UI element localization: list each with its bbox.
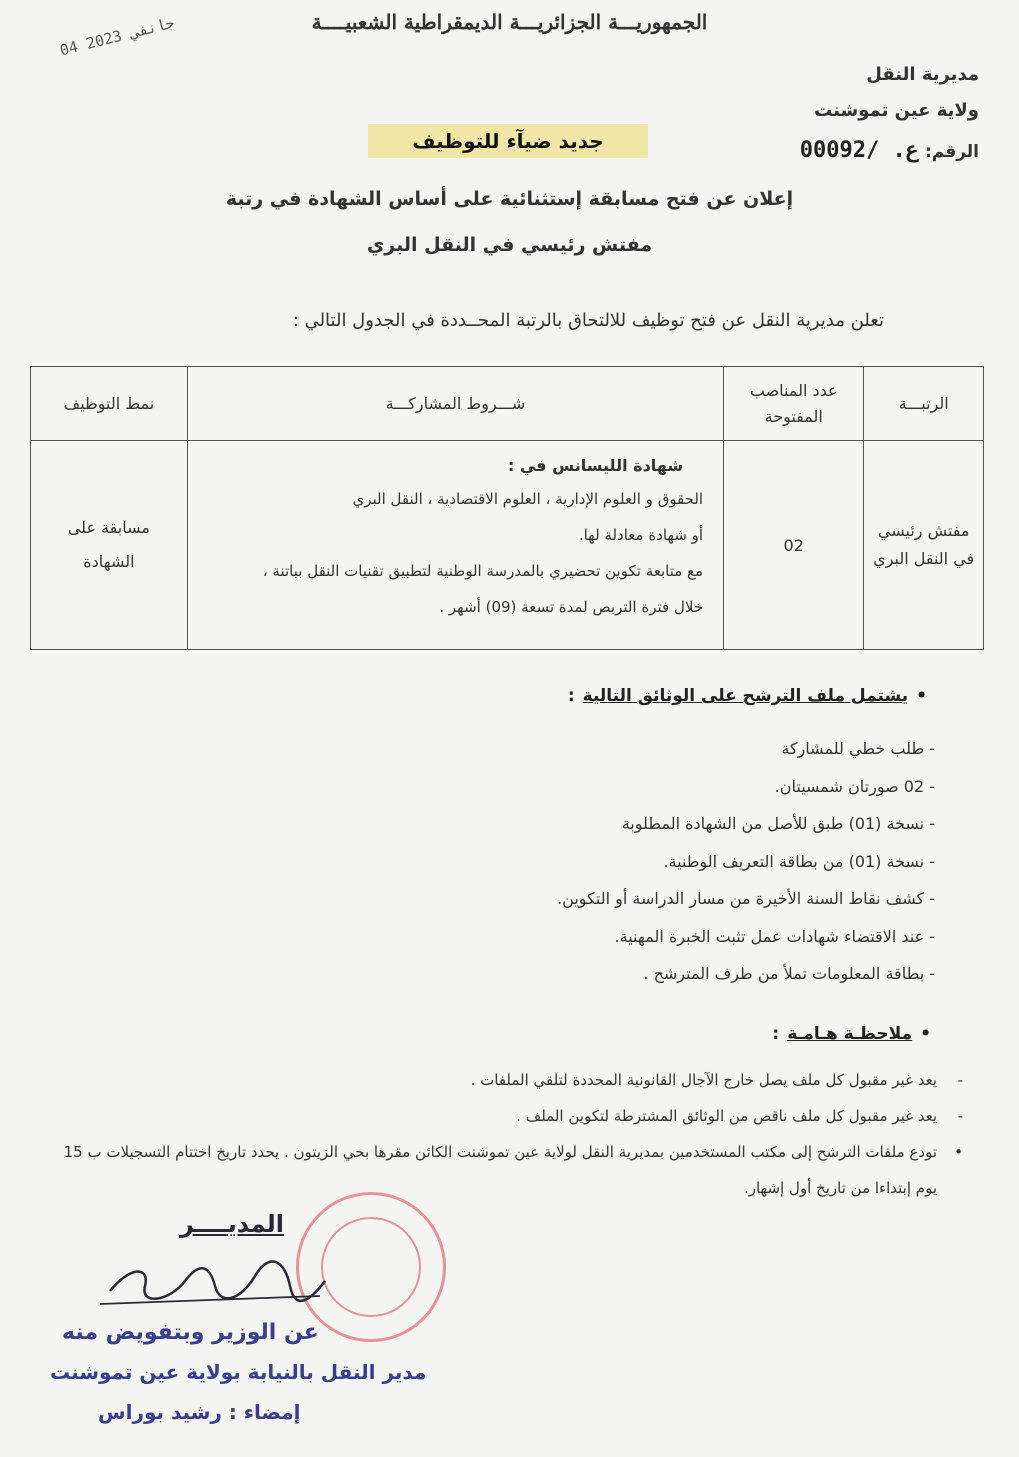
cond-head: شهادة الليسانس في :	[507, 456, 684, 475]
note-text: تودع ملفات الترشح إلى مكتب المستخدمين بمديرية النقل لولاية عين تموشنت الكائن مقرها بحي الزيتون . يحدد تاريخ اختتام التسجيلات ب 15 يوم إبتداءا من تاريخ أول إشهار.	[63, 1143, 937, 1197]
mode-line1: مسابقة على	[67, 518, 150, 537]
header-posts-line1: عدد المناصب	[749, 380, 838, 400]
documents-heading-text: يشتمل ملف الترشح على الوثائق التالية	[582, 686, 909, 706]
header-posts	[724, 367, 864, 441]
documents-heading-colon: :	[567, 686, 575, 706]
reference-number: 00092/ .ع	[799, 138, 919, 163]
rank-line1: مفتش رئيسي	[877, 521, 970, 540]
signature-line3: إمضاء : رشيد بوراس	[98, 1400, 301, 1424]
list-item	[63, 1134, 963, 1206]
list-item: - عند الاقتضاء شهادات عمل تثبت الخبرة المهنية.	[614, 926, 935, 946]
list-item: - طلب خطي للمشاركة	[781, 739, 935, 758]
list-item	[63, 1062, 963, 1098]
cell-conditions	[187, 441, 723, 650]
handwritten-date: 04 جانفي 2023	[58, 13, 177, 60]
header-posts-line2: المفتوحة	[764, 406, 823, 426]
notes-heading-text: ملاحظـة هـامـة	[787, 1024, 913, 1044]
cond-line: أو شهادة معادلة لها.	[578, 526, 704, 544]
handwritten-signature	[90, 1246, 340, 1316]
header-mode: نمط التوظيف	[31, 367, 188, 441]
note-text: يعد غير مقبول كل ملف ناقص من الوثائق المشترطة لتكوين الملف .	[516, 1107, 937, 1125]
announcement-subtitle: مفتش رئيسي في النقل البري	[366, 234, 653, 256]
list-marker: •	[954, 1143, 963, 1161]
reference-row	[800, 138, 979, 163]
intro-paragraph: تعلن مديرية النقل عن فتح توظيف للالتحاق بالرتبة المحــددة في الجدول التالي :	[292, 310, 884, 331]
bullet-icon: •	[916, 686, 927, 706]
announcement-title: إعلان عن فتح مسابقة إستثنائية على أساس الشهادة في رتبة	[225, 188, 794, 210]
cond-line: خلال فترة التربص لمدة تسعة (09) أشهر .	[439, 598, 704, 616]
signature-line1: عن الوزير وبتفويض منه	[62, 1320, 319, 1345]
list-item: - بطاقة المعلومات تملأ من طرف المترشح .	[643, 964, 935, 983]
director-title: المديــــر	[180, 1210, 284, 1238]
notes-heading-colon: :	[772, 1024, 780, 1044]
list-item: - نسخة (01) طبق للأصل من الشهادة المطلوبة	[621, 814, 935, 833]
cond-line: الحقوق و العلوم الإدارية ، العلوم الاقتصادية ، النقل البري	[352, 490, 704, 508]
cell-mode	[31, 441, 188, 650]
rank-line2: في النقل البري	[873, 549, 975, 568]
documents-heading	[568, 686, 927, 706]
table-header-row	[31, 367, 984, 441]
cell-posts: 02	[724, 441, 864, 650]
list-item: - كشف نقاط السنة الأخيرة من مسار الدراسة أو التكوين.	[557, 889, 935, 908]
cond-line: مع متابعة تكوين تحضيري بالمدرسة الوطنية لتطبيق تقنيات النقل بباتنة ،	[262, 562, 704, 580]
list-marker: -	[957, 1107, 963, 1125]
reference-label: الرقم:	[924, 142, 979, 162]
notes-heading	[772, 1024, 931, 1044]
watermark-banner: جديد ضيآء للتوظيف	[368, 124, 648, 158]
list-item	[63, 1098, 963, 1134]
cell-rank	[864, 441, 984, 650]
list-item: - 02 صورتان شمسيتان.	[774, 776, 935, 796]
mode-line2: الشهادة	[83, 552, 135, 571]
list-marker: -	[957, 1071, 963, 1089]
note-text: يعد غير مقبول كل ملف يصل خارج الآجال القانونية المحددة لتلقي الملفات .	[470, 1071, 937, 1089]
list-item: - نسخة (01) من بطاقة التعريف الوطنية.	[663, 851, 935, 871]
directorate-name: مديرية النقل	[866, 64, 979, 85]
province-name: ولاية عين تموشنت	[814, 100, 979, 121]
table-row	[31, 441, 984, 650]
documents-list	[557, 730, 935, 993]
header-conditions: شـــروط المشاركـــة	[187, 367, 723, 441]
signature-line2: مدير النقل بالنيابة بولاية عين تموشنت	[50, 1360, 427, 1384]
notes-list	[63, 1062, 963, 1206]
header-rank: الرتبـــة	[864, 367, 984, 441]
positions-table	[30, 366, 984, 650]
republic-header: الجمهوريـــة الجزائريـــة الديمقراطية الشعبيــــة	[311, 10, 708, 34]
bullet-icon: •	[920, 1024, 931, 1044]
